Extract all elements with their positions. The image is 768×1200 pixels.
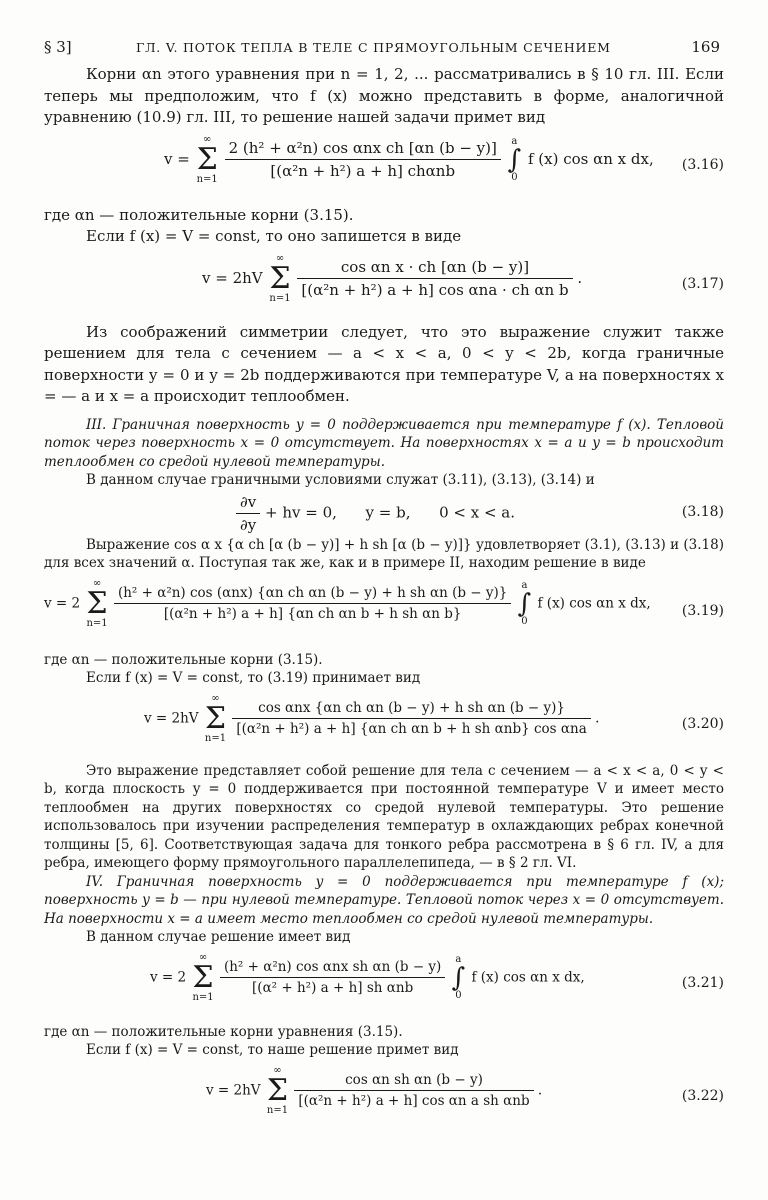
- fraction: $\frac{\text{(h² + α²n) cos (αnx) \{αn ch αn (b − y) + h sh αn (b − y)\}}}{\text{[(α²n + h²) a + h] \{αn ch αn b + h sh αn b\}}}$: [114, 585, 511, 622]
- sum-sign: ∞ Σ n=1: [196, 133, 218, 185]
- section-ref: § 3]: [44, 38, 72, 56]
- fraction: $\frac{\text{2 (h² + α²n) cos αnx ch [αn (b − y)]}}{\text{[(α²n + h²) a + h] chαnb}}$: [225, 139, 501, 180]
- paragraph: Если f (x) = V = const, то наше решение примет вид: [86, 1042, 459, 1058]
- equation-number: (3.18): [681, 503, 724, 520]
- equation-number: (3.17): [681, 275, 724, 292]
- equation-number: (3.22): [681, 1087, 724, 1104]
- equation-number: (3.20): [681, 715, 724, 732]
- paragraph: Корни αn этого уравнения при n = 1, 2, ... рассматривались в § 10 гл. III. Если теперь мы предположим, что f (x) можно представить в форме, аналогичной уравнению (10.9) гл. III, то решение нашей задачи примет вид: [44, 65, 724, 126]
- paragraph: Выражение cos α x {α ch [α (b − y)] + h sh [α (b − y)]} удовлетворяет (3.1), (3.13) и (3.18) для всех значений α. Поступая так же, как и в примере II, находим решение в виде: [44, 536, 724, 571]
- equation-number: (3.19): [681, 602, 724, 619]
- equation-number: (3.16): [681, 156, 724, 173]
- paragraph: В данном случае граничными условиями служат (3.11), (3.13), (3.14) и: [86, 472, 595, 488]
- integral-sign: a ∫ 0: [507, 135, 522, 183]
- fraction: $\frac{\text{cos αn sh αn (b − y)}}{\text{[(α²n + h²) a + h] cos αn a sh αnb}}$: [294, 1072, 533, 1109]
- equation-3-20: v = 2hV ∞ Σ n=1 $\frac{\text{cos αnx \{αn ch αn (b − y) + h sh αn (b − y)\}}}{\text{[(α²n + h²) a + h] \{αn ch αn b + h sh αnb\} cos αna}}$ . (3.20): [144, 692, 724, 744]
- fraction: $\frac{\text{cos αn x · ch [αn (b − y)]}}{\text{[(α²n + h²) a + h] cos αna · ch αn b}}$: [297, 258, 572, 299]
- running-header: [44, 34, 724, 64]
- sum-sign: ∞ Σ n=1: [266, 1064, 289, 1116]
- paragraph-case-4: IV. Граничная поверхность y = 0 поддерживается при температуре f (x); поверхность y = b — при нулевой температуре. Тепловой поток через x = 0 отсутствует. На поверхности x = a имеет место теплообмен со средой нулевой температуры.: [44, 873, 724, 927]
- equation-3-19: v = 2 ∞ Σ n=1 $\frac{\text{(h² + α²n) cos (αnx) \{αn ch αn (b − y) + h sh αn (b − y)\}}}{\text{[(α²n + h²) a + h] \{αn ch αn b + h sh αn b\}}}$ a ∫ 0 f (x) cos αn x dx, (3.19): [44, 577, 724, 629]
- page-number: 169: [691, 38, 720, 56]
- integral-sign: a ∫ 0: [451, 953, 466, 1001]
- equation-3-17: v = 2hV ∞ Σ n=1 $\frac{\text{cos αn x · ch [αn (b − y)]}}{\text{[(α²n + h²) a + h] cos αna · ch αn b}}$ . (3.17): [202, 252, 724, 304]
- paragraph: Если f (x) = V = const, то (3.19) принимает вид: [86, 670, 421, 686]
- paragraph: где αn — положительные корни (3.15).: [44, 651, 323, 668]
- paragraph: Из соображений симметрии следует, что это выражение служит также решением для тела с сечением — a < x < a, 0 < y < 2b, когда граничные поверхности y = 0 и y = 2b поддерживаются при температуре V, а на поверхностях x = — a и x = a происходит теплообмен.: [44, 322, 724, 405]
- paragraph: Если f (x) = V = const, то оно запишется в виде: [86, 227, 462, 245]
- sum-sign: ∞ Σ n=1: [86, 577, 108, 629]
- chapter-title: ГЛ. V. ПОТОК ТЕПЛА В ТЕЛЕ С ПРЯМОУГОЛЬНЫМ СЕЧЕНИЕМ: [136, 40, 611, 55]
- paragraph: где αn — положительные корни уравнения (3.15).: [44, 1023, 403, 1040]
- sum-sign: ∞ Σ n=1: [192, 951, 214, 1003]
- fraction: $\frac{\text{(h² + α²n) cos αnx sh αn (b − y)}}{\text{[(α² + h²) a + h] sh αnb}}$: [220, 959, 445, 996]
- equation-3-22: v = 2hV ∞ Σ n=1 $\frac{\text{cos αn sh αn (b − y)}}{\text{[(α²n + h²) a + h] cos αn a sh αnb}}$ . (3.22): [206, 1064, 724, 1116]
- equation-3-18: $\frac{\partial v}{\partial y}$ + hv = 0, y = b, 0 < x < a. (3.18): [44, 490, 724, 536]
- paragraph: Это выражение представляет собой решение для тела с сечением — a < x < a, 0 < y < b, когда плоскость y = 0 поддерживается при постоянной температуре V и имеет место теплообмен на других поверхностях со средой нулевой температуры. Это решение использовалось при изучении распределения температур в охлаждающих ребрах конечной толщины [5, 6]. Соответствующая задача для тонкого ребра рассмотрена в § 6 гл. IV, а для ребра, имеющего форму прямоугольного параллелепипеда, — в § 2 гл. VI.: [44, 762, 724, 871]
- sum-sign: ∞ Σ n=1: [269, 252, 291, 304]
- fraction: $\frac{\text{cos αnx \{αn ch αn (b − y) + h sh αn (b − y)\}}}{\text{[(α²n + h²) a + h] \{αn ch αn b + h sh αnb\} cos αna}}$: [232, 700, 590, 737]
- integral-sign: a ∫ 0: [517, 579, 532, 627]
- paragraph: В данном случае решение имеет вид: [86, 929, 351, 945]
- book-page: [44, 34, 724, 1134]
- equation-number: (3.21): [681, 974, 724, 991]
- fraction: $\frac{\partial v}{\partial y}$: [236, 493, 260, 534]
- paragraph-case-3: III. Граничная поверхность y = 0 поддерживается при температуре f (x). Тепловой поток через поверхность x = 0 отсутствует. На поверхностях x = a и y = b происходит теплообмен со средой нулевой температуры.: [44, 416, 724, 470]
- sum-sign: ∞ Σ n=1: [204, 692, 227, 744]
- equation-3-16: v = ∞ Σ n=1 $\frac{\text{2 (h² + α²n) cos αnx ch [αn (b − y)]}}{\text{[(α²n + h²) a + h] chαnb}}$ a ∫ 0 f (x) cos αn x dx, (3.16): [164, 133, 724, 185]
- equation-3-21: v = 2 ∞ Σ n=1 $\frac{\text{(h² + α²n) cos αnx sh αn (b − y)}}{\text{[(α² + h²) a + h] sh αnb}}$ a ∫ 0 f (x) cos αn x dx, (3.21): [150, 951, 724, 1003]
- paragraph: где αn — положительные корни (3.15).: [44, 205, 354, 224]
